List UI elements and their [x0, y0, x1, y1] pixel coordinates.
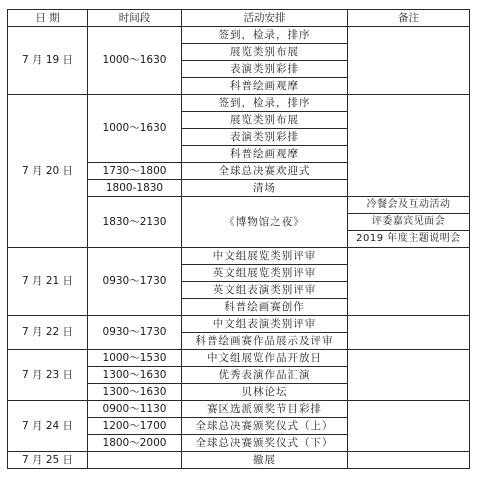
activity-cell: 英文组表演类别评审: [182, 282, 348, 299]
activity-cell: 科普绘画赛作品展示及评审: [182, 333, 348, 350]
note-cell: [348, 452, 470, 469]
date-cell: 7 月 25 日: [8, 452, 88, 469]
activity-cell: 赛区选派颁奖节目彩排: [182, 401, 348, 418]
activity-cell: 中文组表演类别评审: [182, 316, 348, 333]
time-cell: 1300～1630: [88, 384, 182, 401]
note-cell: 2019 年度主题说明会: [348, 231, 470, 248]
header-time: 时间段: [88, 10, 182, 27]
note-cell: [348, 316, 470, 350]
time-cell: 1000～1630: [88, 27, 182, 95]
table-row: [8, 95, 470, 112]
table-row: [8, 316, 470, 333]
table-row: [8, 452, 470, 469]
time-cell: 0930～1730: [88, 316, 182, 350]
activity-cell: 科普绘画赛创作: [182, 299, 348, 316]
date-cell: 7 月 21 日: [8, 248, 88, 316]
time-cell: 1000～1630: [88, 95, 182, 163]
date-cell: 7 月 24 日: [8, 401, 88, 452]
header-note: 备注: [348, 10, 470, 27]
activity-cell: 英文组展览类别评审: [182, 265, 348, 282]
table-row: [8, 248, 470, 265]
activity-cell: 全球总决赛颁奖仪式（下）: [182, 435, 348, 452]
activity-cell: 撤展: [182, 452, 348, 469]
header-date: 日 期: [8, 10, 88, 27]
table-row: [8, 401, 470, 418]
activity-cell: 全球总决赛欢迎式: [182, 163, 348, 180]
time-cell: 1000～1530: [88, 350, 182, 367]
activity-cell: 表演类别彩排: [182, 129, 348, 146]
activity-cell: 签到，检录，排序: [182, 27, 348, 44]
activity-cell: 签到，检录，排序: [182, 95, 348, 112]
time-cell: [88, 452, 182, 469]
note-cell: [348, 401, 470, 452]
table-row: [8, 27, 470, 44]
time-cell: 1200～1700: [88, 418, 182, 435]
header-row: [8, 10, 470, 27]
activity-cell: 科普绘画观摩: [182, 146, 348, 163]
time-cell: 1830～2130: [88, 197, 182, 248]
activity-cell: 中文组展览作品开放日: [182, 350, 348, 367]
note-cell: 冷餐会及互动活动: [348, 197, 470, 214]
date-cell: 7 月 23 日: [8, 350, 88, 401]
header-activity: 活动安排: [182, 10, 348, 27]
time-cell: 0900～1130: [88, 401, 182, 418]
activity-cell: 优秀表演作品汇演: [182, 367, 348, 384]
time-cell: 0930～1730: [88, 248, 182, 316]
table-row: [8, 350, 470, 367]
activity-cell: 科普绘画观摩: [182, 78, 348, 95]
activity-cell: 中文组展览类别评审: [182, 248, 348, 265]
note-cell: [348, 27, 470, 95]
activity-cell: 表演类别彩排: [182, 61, 348, 78]
activity-cell: 全球总决赛颁奖仪式（上）: [182, 418, 348, 435]
activity-cell: 展览类别布展: [182, 112, 348, 129]
note-cell: [348, 95, 470, 197]
note-cell: [348, 350, 470, 401]
activity-cell: 《博物馆之夜》: [182, 197, 348, 248]
date-cell: 7 月 19 日: [8, 27, 88, 95]
time-cell: 1300～1630: [88, 367, 182, 384]
note-cell: [348, 248, 470, 316]
date-cell: 7 月 22 日: [8, 316, 88, 350]
time-cell: 1730～1800: [88, 163, 182, 180]
activity-cell: 展览类别布展: [182, 44, 348, 61]
activity-cell: 贝林论坛: [182, 384, 348, 401]
note-cell: 评委嘉宾见面会: [348, 214, 470, 231]
time-cell: 1800～2000: [88, 435, 182, 452]
date-cell: 7 月 20 日: [8, 95, 88, 248]
schedule-table: [7, 9, 470, 469]
time-cell: 1800-1830: [88, 180, 182, 197]
activity-cell: 清场: [182, 180, 348, 197]
